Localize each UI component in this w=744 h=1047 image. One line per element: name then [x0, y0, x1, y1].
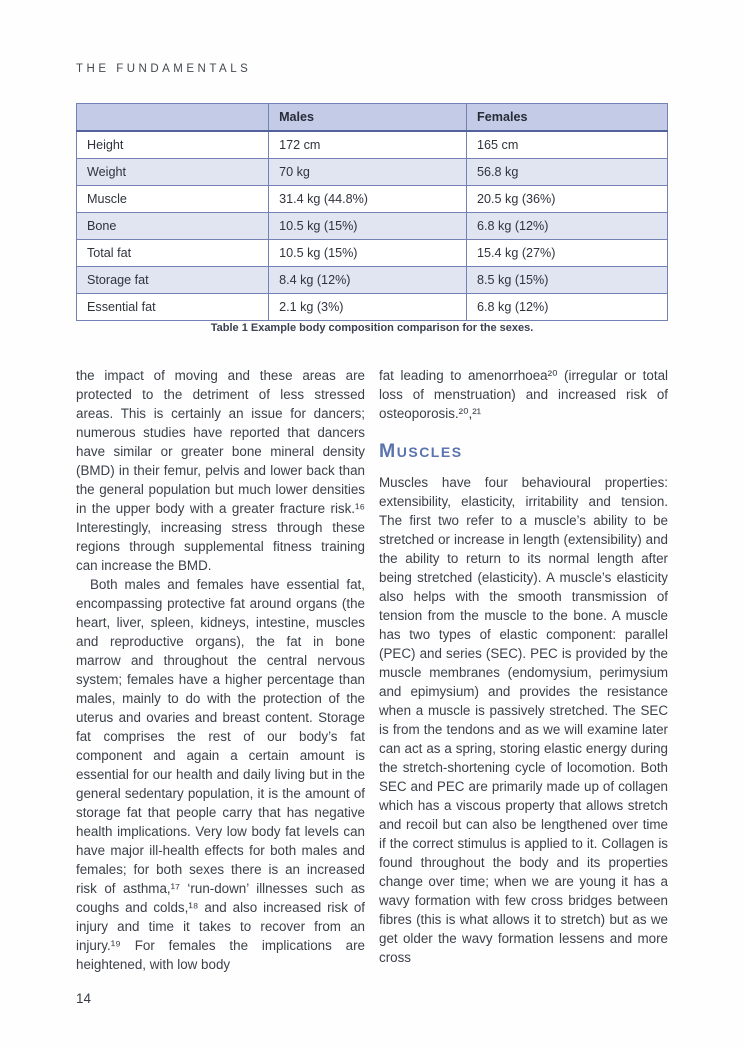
table-row [77, 240, 668, 267]
table-row [77, 294, 668, 321]
section-heading-muscles: Muscles [379, 440, 463, 462]
table-caption: Table 1 Example body composition comparison for the sexes. [210, 322, 534, 334]
row-label: Bone [77, 213, 269, 240]
table-cell: 15.4 kg (27%) [467, 240, 668, 267]
running-header: THE FUNDAMENTALS [76, 63, 252, 75]
row-label: Weight [77, 159, 269, 186]
paragraph: Muscles have four behavioural properties: extensibility, elasticity, irritability and tension. The first two refer to a muscle’s ability to be stretched or increase in length (extensibility) and the ability to return to its normal length after being stretched (elasticity). A muscle’s elasticity also helps with the smooth transmission of tension from the muscle to the bone. A muscle has two types of elastic component: parallel (PEC) and series (SEC). PEC is provided by the muscle membranes (endomysium, perimysium and epimysium) and provides the resistance when a muscle is passively stretched. The SEC is from the tendons and as we will examine later can act as a spring, storing elastic energy during the stretch-shortening cycle of locomotion. Both SEC and PEC are primarily made up of collagen which has a viscous property that allows stretch and recoil but can also be lengthened over time if the correct stimulus is applied to it. Collagen is found throughout the body and its properties change over time; when we are young it has a wavy formation with few cross bridges between fibres (this is what allows it to stretch) but as we get older the wavy formation lessens and more cross [379, 475, 668, 965]
table-cell: 6.8 kg (12%) [467, 213, 668, 240]
table-row [77, 159, 668, 186]
paragraph: fat leading to amenorrhoea²⁰ (irregular or total loss of menstruation) and increased risk of osteoporosis.²⁰,²¹ [379, 368, 668, 421]
table-row [77, 213, 668, 240]
left-column [76, 366, 365, 974]
table-row [77, 186, 668, 213]
row-label: Storage fat [77, 267, 269, 294]
table-header-males: Males [269, 104, 467, 132]
paragraph: Both males and females have essential fat, encompassing protective fat around organs (the heart, liver, spleen, kidneys, intestine, muscles and reproductive organs), the fat in bone marrow and throughout the central nervous system; females have a higher percentage than males, mainly to do with the protection of the uterus and ovaries and breast content. Storage fat comprises the rest of our body’s fat component and again a certain amount is essential for our health and daily living but in the general sedentary population, it is the amount of storage fat that people carry that has negative health implications. Very low body fat levels can have major ill-health effects for both males and females; for both sexes there is an increased risk of asthma,¹⁷ ‘run-down’ illnesses such as coughs and colds,¹⁸ and also increased risk of injury and time it takes to recover from an injury.¹⁹ For females the implications are heightened, with low body [76, 577, 365, 972]
table-cell: 56.8 kg [467, 159, 668, 186]
table-cell: 10.5 kg (15%) [269, 240, 467, 267]
table-row [77, 131, 668, 159]
table-row [77, 267, 668, 294]
table-header-row [77, 104, 668, 132]
table-cell: 172 cm [269, 131, 467, 159]
paragraph: the impact of moving and these areas are protected to the detriment of less stressed areas. This is certainly an issue for dancers; numerous studies have reported that dancers have similar or greater bone mineral density (BMD) in their femur, pelvis and lower back than the general population but much lower densities in the upper body with a greater fracture risk.¹⁶ Interestingly, increasing stress through these regions through supplemental fitness training can increase the BMD. [76, 368, 365, 573]
row-label: Total fat [77, 240, 269, 267]
table-header-empty [77, 104, 269, 132]
table-cell: 165 cm [467, 131, 668, 159]
table-cell: 70 kg [269, 159, 467, 186]
two-column-text [76, 366, 668, 974]
table-cell: 8.5 kg (15%) [467, 267, 668, 294]
table-cell: 2.1 kg (3%) [269, 294, 467, 321]
body-composition-table [76, 103, 668, 321]
table-cell: 20.5 kg (36%) [467, 186, 668, 213]
row-label: Height [77, 131, 269, 159]
table-cell: 6.8 kg (12%) [467, 294, 668, 321]
table-cell: 31.4 kg (44.8%) [269, 186, 467, 213]
row-label: Essential fat [77, 294, 269, 321]
right-column [379, 366, 668, 974]
table-cell: 10.5 kg (15%) [269, 213, 467, 240]
page-number: 14 [76, 991, 92, 1006]
row-label: Muscle [77, 186, 269, 213]
table-header-females: Females [467, 104, 668, 132]
table-cell: 8.4 kg (12%) [269, 267, 467, 294]
